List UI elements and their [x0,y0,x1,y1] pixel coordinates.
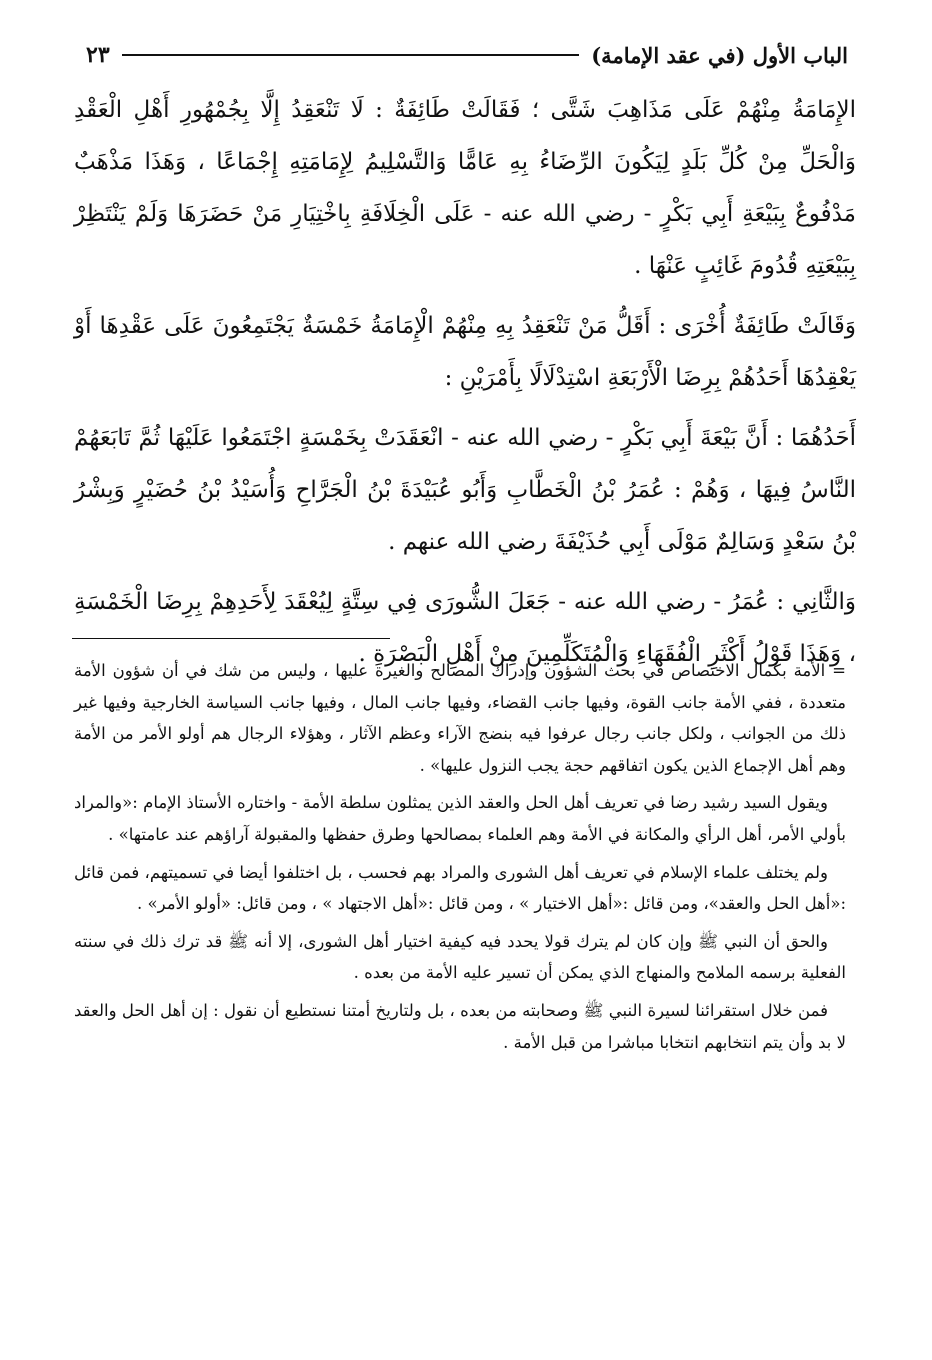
footnote-paragraph-2: ويقول السيد رشيد رضا في تعريف أهل الحل والعقد الذين يمثلون سلطة الأمة - واختاره الأستاذ الإمام :«والمراد بأولي الأمر، أهل الرأي والمكانة في الأمة وهم العلماء بمصالحها وطرق حفظها والمقبولة آراؤهم عند عامتها» . [74,793,846,844]
main-text [74,84,856,688]
main-paragraph-1: الإِمَامَةُ مِنْهُمْ عَلَى مَذَاهِبَ شَتَّى ؛ فَقَالَتْ طَائِفَةٌ : لَا تَنْعَقِدُ إِلَّا بِجُمْهُورِ أَهْلِ الْعَقْدِ وَالْحَلِّ مِنْ كُلِّ بَلَدٍ لِيَكُونَ الرِّضَاءُ بِهِ عَامًّا وَالتَّسْلِيمُ لِإِمَامَتِهِ إِجْمَاعًا ، وَهَذَا مَذْهَبٌ مَدْفُوعٌ بِبَيْعَةِ أَبِي بَكْرٍ - رضي الله عنه - عَلَى الْخِلَافَةِ بِاخْتِيَارِ مَنْ حَضَرَهَا وَلَمْ يَنْتَظِرْ بِبَيْعَتِهِ قُدُومَ غَائِبٍ عَنْهَا . [74,97,856,279]
footnote-paragraph-5: فمن خلال استقرائنا لسيرة النبي ﷺ وصحابته من بعده ، بل ولتاريخ أمتنا نستطيع أن نقول : إن أهل الحل والعقد لا بد وأن يتم انتخابهم انتخابا مباشرا من قبل الأمة . [74,1000,846,1052]
main-paragraph-2: وَقَالَتْ طَائِفَةٌ أُخْرَى : أَقَلُّ مَنْ تَنْعَقِدُ بِهِ مِنْهُمْ الْإِمَامَةُ خَمْسَةٌ يَجْتَمِعُونَ عَلَى عَقْدِهَا أَوْ يَعْقِدُهَا أَحَدُهُمْ بِرِضَا الْأَرْبَعَةِ اسْتِدْلَالًا بِأَمْرَيْنِ : [74,313,856,391]
footnote-paragraph-1: = الأمة بكمال الاختصاص في بحث الشؤون وإدراك المصالح والغيرة عليها ، وليس من شك في أن شؤون الأمة متعددة ، ففي الأمة جانب القوة، وفيها جانب القضاء، وفيها جانب المال ، وفيها جانب السياسة الخارجية وفيها غير ذلك من الجوانب ، ولكل جانب رجال عرفوا فيه بنضج الآراء وعظم الآثار ، وهؤلاء الرجال هم أولو الأمر من الأمة وهم أهل الإجماع الذين يكون اتفاقهم حجة يجب النزول عليها» . [74,661,846,775]
footnote-paragraph-4: والحق أن النبي ﷺ وإن كان لم يترك قولا يحدد فيه كيفية اختيار أهل الشورى، إلا أنه ﷺ قد ترك ذلك في سنته الفعلية برسمه الملامح والمنهاج الذي يمكن أن تسير عليه الأمة من بعده . [74,931,846,983]
footnote-paragraph-3: ولم يختلف علماء الإسلام في تعريف أهل الشورى والمراد بهم فحسب ، بل اختلفوا أيضا في تسميتهم، فمن قائل :«أهل الحل والعقد»، ومن قائل :«أهل الاختيار » ، ومن قائل :«أهل الاجتهاد » ، ومن قائل: «أولو الأمر» . [74,862,846,914]
page-number: ٢٣ [86,42,110,68]
chapter-title: الباب الأول (في عقد الإمامة) [591,42,848,68]
header-rule [122,54,580,56]
footnote-separator [72,638,390,639]
main-paragraph-3: أَحَدُهُمَا : أَنَّ بَيْعَةَ أَبِي بَكْرٍ - رضي الله عنه - انْعَقَدَتْ بِخَمْسَةٍ اجْتَمَعُوا عَلَيْهَا ثُمَّ تَابَعَهُمْ النَّاسُ فِيهَا ، وَهُمْ : عُمَرُ بْنُ الْخَطَّابِ وَأَبُو عُبَيْدَةَ بْنُ الْجَرَّاحِ وَأُسَيْدُ بْنُ حُضَيْرٍ وَبِشْرُ بْنُ سَعْدٍ وَسَالِمٌ مَوْلَى أَبِي حُذَيْفَةَ رضي الله عنهم . [74,425,856,555]
footnotes [74,655,846,1064]
running-header [86,38,848,72]
main-paragraph-4: وَالثَّانِي : عُمَرُ - رضي الله عنه - جَعَلَ الشُّورَى فِي سِتَّةٍ لِيُعْقَدَ لِأَحَدِهِمْ بِرِضَا الْخَمْسَةِ ، وَهَذَا قَوْلُ أَكْثَرِ الْفُقَهَاءِ وَالْمُتَكَلِّمِينَ مِنْ أَهْلِ الْبَصْرَةِ . [74,589,856,667]
